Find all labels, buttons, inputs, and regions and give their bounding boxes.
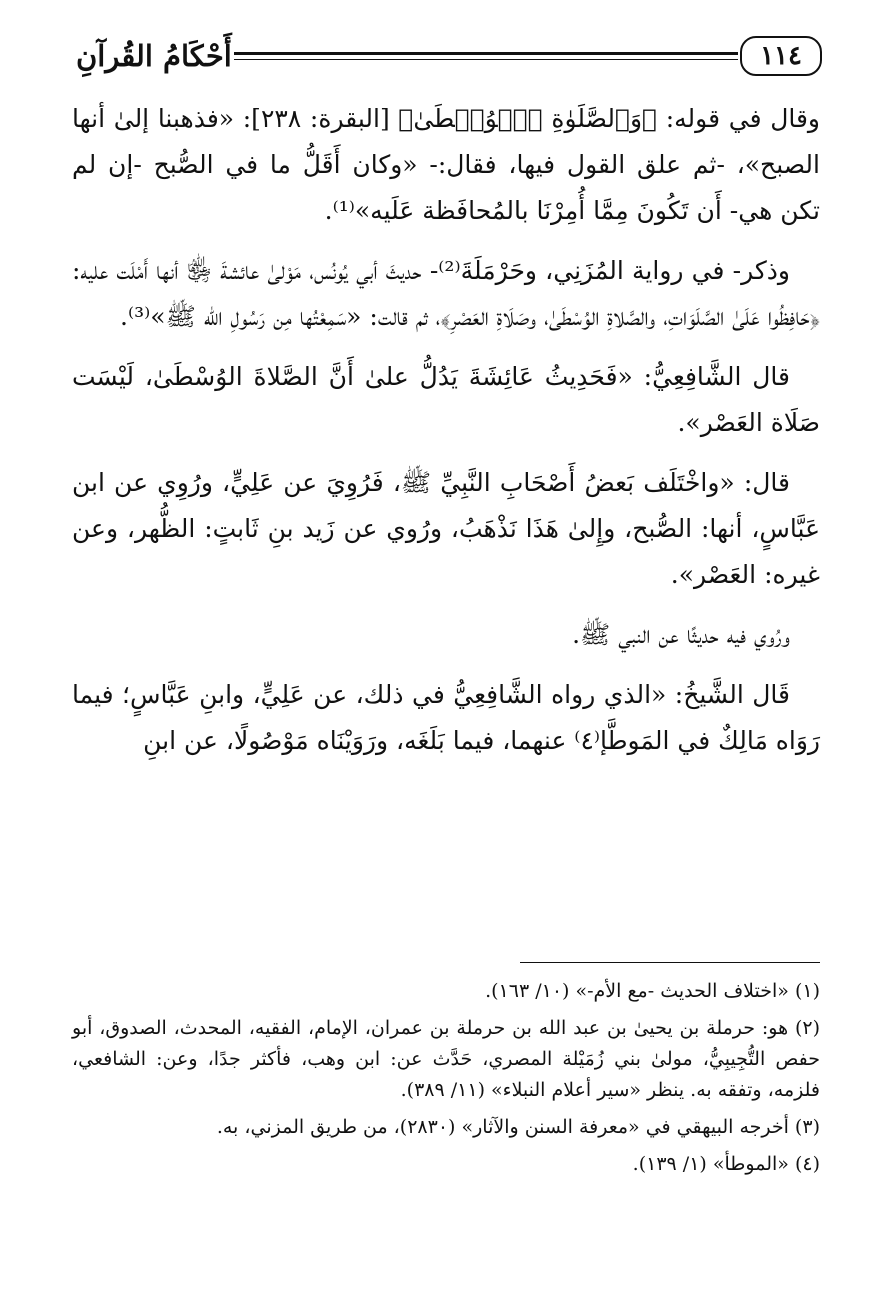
main-text bbox=[72, 96, 820, 778]
paragraph: قال الشَّافِعِيُّ: «فَحَدِيثُ عَائِشَةَ يَدُلُّ علىٰ أَنَّ الصَّلاةَ الوُسْطَىٰ، لَيْسَت صَلَاة العَصْر». bbox=[72, 362, 820, 437]
page-number: ١١٤ bbox=[740, 36, 822, 77]
header-rule bbox=[234, 52, 738, 60]
footnote-separator bbox=[520, 962, 820, 963]
paragraph: قَال الشَّيخُ: «الذي رواه الشَّافِعِيُّ في ذلك، عن عَلِيٍّ، وابنِ عَبَّاسٍ؛ فيما رَوَاه مَالِكٌ في المَوطَّإ⁽٤⁾ عنهما، فيما بَلَغَه، ورَوَيْنَاه مَوْصُولًا، عن ابنِ bbox=[72, 680, 820, 755]
footnote: (١) «اختلاف الحديث -مع الأم-» (١٠/ ١٦٣). bbox=[485, 980, 820, 1002]
paragraph: وذكر- في رواية المُزَنِي، وحَرْمَلَةَ⁽²⁾- حديثَ أبي يُونُس، مَوْلىٰ عائشةَ ﵂ أنها أَمْلَت عليه: ﴿حَافِظُوا عَلَىٰ الصَّلَوَاتِ، والصَّلاةِ الوُسْطَىٰ، وصَلَاةِ العَصْرِ﴾، ثم قالت: «سَمِعْتُها مِن رَسُولِ الله ﷺ»⁽³⁾. bbox=[72, 256, 820, 331]
paragraph: ورُوي فيه حديثًا عن النبي ﷺ. bbox=[572, 620, 790, 649]
book-title: أَحْكَامُ القُرآنِ bbox=[76, 38, 232, 73]
paragraph: قال: «واخْتَلَف بَعضُ أَصْحَابِ النَّبِيِّ ﷺ، فَرُوِيَ عن عَلِيٍّ، ورُوِي عن ابن عَبَّاسٍ، أنها: الصُّبح، وإِلىٰ هَذَا نَذْهَبُ، ورُوي عن زَيد بنِ ثَابتٍ: الظُّهر، وعن غيره: العَصْر». bbox=[72, 468, 820, 589]
footnote: (٢) هو: حرملة بن يحيىٰ بن عبد الله بن حرملة بن عمران، الإمام، الفقيه، المحدث، الصدوق، أبو حفص التُّجِيبِيُّ، مولىٰ بني زُمَيْلة المصري، حَدَّث عن: ابن وهب، فأكثر جدًا، وعن: الشافعي، فلزمه، وتفقه به. ينظر «سير أعلام النبلاء» (١١/ ٣٨٩). bbox=[72, 1017, 820, 1101]
page-header bbox=[70, 28, 822, 84]
footnotes bbox=[72, 976, 820, 1186]
footnote: (٣) أخرجه البيهقي في «معرفة السنن والآثار» (٢٨٣٠)، من طريق المزني، به. bbox=[216, 1116, 820, 1138]
paragraph: وقال في قوله: ﴿وَٱلصَّلَوٰةِ ٱلۡوُسۡطَىٰ﴾ [البقرة: ٢٣٨]: «فذهبنا إلىٰ أنها الصبح»، -ثم علق القول فيها، فقال:- «وكان أَقَلُّ ما في الصُّبح -إن لم تكن هي- أَن تَكُونَ مِمَّا أُمِرْنَا بالمُحافَظة عَلَيه»⁽¹⁾. bbox=[72, 104, 821, 225]
footnote: (٤) «الموطأ» (١/ ١٣٩). bbox=[632, 1153, 820, 1175]
